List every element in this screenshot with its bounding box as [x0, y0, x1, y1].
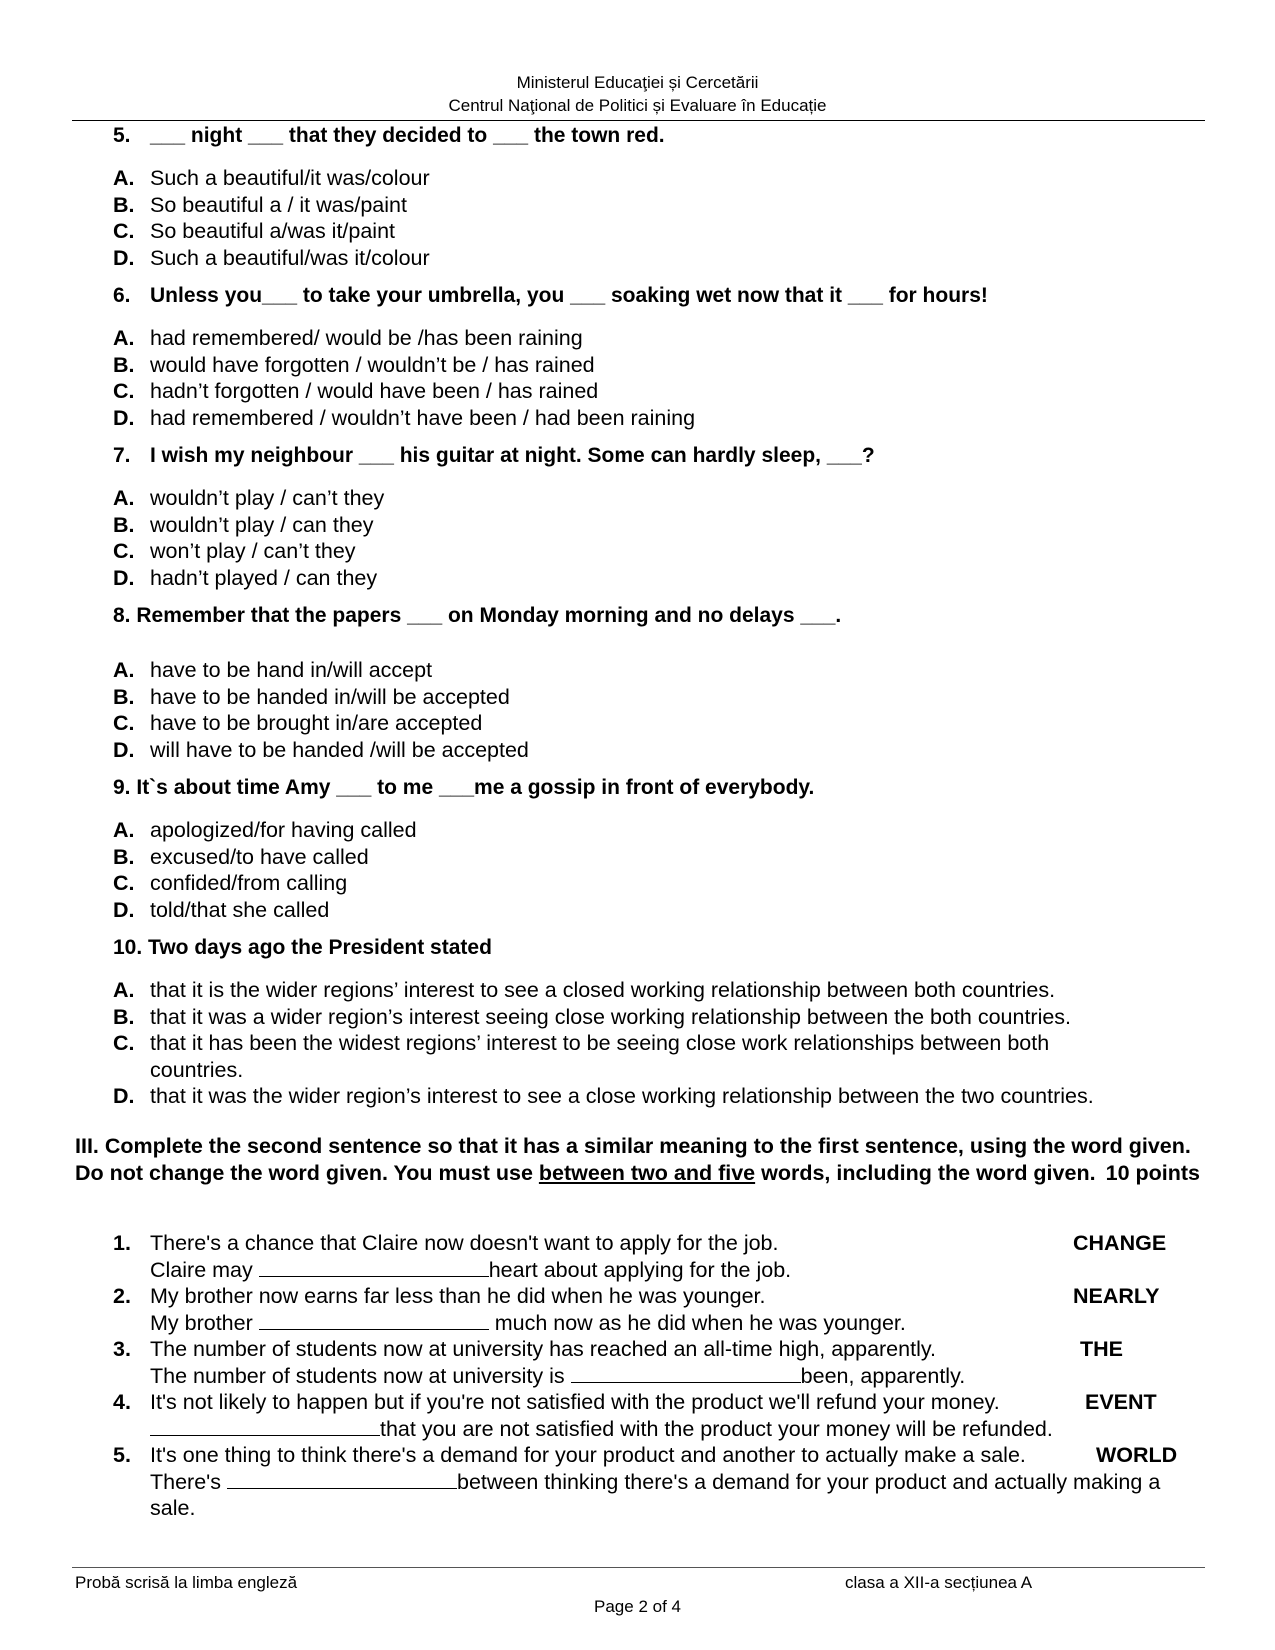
question-6-options [113, 325, 695, 431]
option-text: excused/to have called [150, 844, 369, 869]
option-text: would have forgotten / wouldn’t be / has rained [150, 352, 595, 377]
question-5 [113, 123, 665, 149]
transformation-answer-3 [113, 1363, 1203, 1390]
option-letter: C. [113, 871, 135, 895]
answer-prefix: Claire may [150, 1257, 259, 1282]
option-text: wouldn’t play / can’t they [150, 486, 385, 510]
question-8-options [113, 657, 529, 763]
option-b[interactable] [113, 844, 417, 871]
item-sentence: It's one thing to think there's a demand for your product and another to actually make a sale. [150, 1443, 1026, 1467]
item-keyword: EVENT [1085, 1390, 1157, 1414]
option-a[interactable] [113, 485, 384, 512]
instruction-text: words, including the word given. [755, 1160, 1096, 1185]
item-sentence: The number of students now at university has reached an all-time high, apparently. [150, 1337, 936, 1361]
transformation-item-2 [113, 1283, 1203, 1310]
instruction-emphasis: between two and five [538, 1160, 756, 1185]
answer-blank[interactable] [259, 1258, 489, 1277]
item-sentence: It's not likely to happen but if you're not satisfied with the product we'll refund your money. [150, 1390, 1000, 1414]
option-b[interactable] [113, 512, 384, 539]
option-c[interactable] [113, 538, 384, 565]
option-d[interactable] [113, 245, 430, 272]
transformation-item-1 [113, 1230, 1203, 1257]
item-number: 5. [113, 1443, 131, 1467]
section-3-instructions [75, 1133, 1200, 1186]
option-text: that it is the wider regions’ interest to see a closed working relationship between both countries. [150, 978, 1056, 1002]
question-10-options [113, 977, 1094, 1110]
option-a[interactable] [113, 325, 695, 352]
question-number: 7. [113, 444, 131, 467]
footer-divider [72, 1567, 1205, 1568]
answer-suffix: between thinking there's a demand for your product and actually making a sale. [150, 1469, 1161, 1520]
question-10 [113, 935, 492, 961]
item-sentence: My brother now earns far less than he did when he was younger. [150, 1284, 766, 1308]
question-9-options [113, 817, 417, 923]
item-number: 1. [113, 1231, 131, 1255]
option-letter: A. [113, 978, 135, 1002]
option-letter: B. [113, 684, 135, 709]
option-letter: A. [113, 326, 135, 350]
transformation-list [113, 1230, 1203, 1522]
option-letter: A. [113, 166, 135, 190]
option-b[interactable] [113, 1004, 1094, 1031]
item-keyword: CHANGE [1073, 1231, 1167, 1255]
footer-class-section: clasa a XII-a secțiunea A [845, 1573, 1033, 1592]
option-letter: D. [113, 565, 135, 590]
option-b[interactable] [113, 684, 529, 711]
option-b[interactable] [113, 352, 695, 379]
answer-blank[interactable] [259, 1311, 489, 1330]
transformation-answer-1 [113, 1257, 1203, 1284]
item-number: 3. [113, 1337, 131, 1361]
header-ministry: Ministerul Educaţiei și Cercetării [516, 73, 759, 92]
option-letter: A. [113, 658, 135, 682]
question-text: It`s about time Amy ___ to me ___me a gossip in front of everybody. [136, 776, 815, 799]
answer-prefix: My brother [150, 1310, 259, 1335]
footer-exam-name: Probă scrisă la limba engleză [75, 1573, 298, 1592]
option-text: will have to be handed /will be accepted [150, 737, 529, 762]
option-letter: A. [113, 818, 135, 842]
option-text: have to be handed in/will be accepted [150, 684, 510, 709]
option-b[interactable] [113, 192, 430, 219]
option-text: told/that she called [150, 897, 330, 922]
question-6 [113, 283, 988, 309]
question-number: 10. [113, 936, 143, 959]
question-number: 9. [113, 776, 131, 799]
answer-suffix: heart about applying for the job. [488, 1257, 792, 1282]
option-text: So beautiful a/was it/paint [150, 219, 396, 243]
option-c[interactable] [113, 378, 695, 405]
option-text: Such a beautiful/it was/colour [150, 166, 430, 190]
transformation-answer-2 [113, 1310, 1203, 1337]
option-c[interactable] [113, 710, 529, 737]
option-d[interactable] [113, 565, 384, 592]
option-a[interactable] [113, 977, 1094, 1004]
option-text: So beautiful a / it was/paint [150, 192, 407, 217]
transformation-item-4 [113, 1389, 1203, 1416]
option-letter: B. [113, 192, 135, 217]
question-text: Unless you___ to take your umbrella, you ___ soaking wet now that it ___ for hours! [150, 284, 988, 307]
option-text: that it was the wider region’s interest to see a close working relationship between the two countries. [150, 1084, 1094, 1108]
option-letter: C. [113, 219, 135, 243]
answer-suffix: been, apparently. [800, 1363, 966, 1388]
answer-blank[interactable] [227, 1470, 457, 1489]
option-d[interactable] [113, 737, 529, 764]
option-text: Such a beautiful/was it/colour [150, 245, 430, 270]
transformation-answer-5 [113, 1469, 1203, 1522]
option-text: apologized/for having called [150, 818, 417, 842]
option-text: wouldn’t play / can they [150, 512, 374, 537]
question-text: Remember that the papers ___ on Monday morning and no delays ___. [136, 604, 842, 627]
option-letter: B. [113, 844, 135, 869]
option-d[interactable] [113, 1083, 1094, 1110]
transformation-answer-4 [113, 1416, 1203, 1443]
option-letter: B. [113, 352, 135, 377]
option-text: that it was a wider region’s interest seeing close working relationship between the both countries. [150, 1004, 1072, 1029]
question-number: 6. [113, 284, 131, 307]
option-letter: C. [113, 539, 135, 563]
option-letter: D. [113, 405, 135, 430]
option-text: won’t play / can’t they [150, 539, 356, 563]
item-keyword: NEARLY [1073, 1284, 1160, 1308]
header-divider [72, 120, 1205, 121]
question-5-options [113, 165, 430, 271]
option-text: have to be hand in/will accept [150, 658, 433, 682]
option-text: had remembered/ would be /has been raining [150, 326, 583, 350]
question-number: 5. [113, 124, 131, 147]
question-7 [113, 443, 875, 469]
option-c[interactable] [113, 870, 417, 897]
item-number: 4. [113, 1390, 131, 1414]
answer-blank[interactable] [571, 1364, 801, 1383]
question-9 [113, 775, 814, 801]
option-text: hadn’t played / can they [150, 565, 378, 590]
page-number: Page 2 of 4 [594, 1597, 681, 1616]
question-text: I wish my neighbour ___ his guitar at night. Some can hardly sleep, ___? [150, 444, 875, 467]
option-c[interactable] [113, 1030, 1094, 1057]
transformation-item-3 [113, 1336, 1203, 1363]
option-a[interactable] [113, 165, 430, 192]
answer-prefix: The number of students now at university is [150, 1363, 571, 1388]
item-keyword: THE [1080, 1337, 1123, 1361]
question-text: ___ night ___ that they decided to ___ the town red. [150, 124, 665, 147]
option-letter: C. [113, 1031, 135, 1055]
option-letter: D. [113, 737, 135, 762]
answer-suffix: much now as he did when he was younger. [488, 1310, 906, 1335]
option-text: that it has been the widest regions’ interest to be seeing close work relationships between both [150, 1031, 1050, 1055]
option-letter: D. [113, 1084, 135, 1108]
points-label: 10 points [1105, 1160, 1200, 1185]
option-d[interactable] [113, 897, 417, 924]
header-center: Centrul Naţional de Politici și Evaluare în Educație [448, 96, 827, 115]
answer-suffix: that you are not satisfied with the product your money will be refunded. [380, 1416, 1053, 1441]
option-letter: A. [113, 486, 135, 510]
option-text: had remembered / wouldn’t have been / had been raining [150, 405, 696, 430]
option-letter: D. [113, 897, 135, 922]
option-text: countries. [150, 1057, 244, 1082]
item-sentence: There's a chance that Claire now doesn't want to apply for the job. [150, 1231, 779, 1255]
option-a[interactable] [113, 817, 417, 844]
option-text: confided/from calling [150, 871, 348, 895]
transformation-item-5 [113, 1442, 1203, 1469]
question-7-options [113, 485, 384, 591]
item-keyword: WORLD [1096, 1443, 1178, 1467]
question-number: 8. [113, 604, 131, 627]
instruction-text: III. Complete the second sentence so that it has a similar meaning to the first sentence, using the word given. Do not change the word given. You must use [75, 1134, 1191, 1185]
question-text: Two days ago the President stated [148, 936, 492, 959]
option-d[interactable] [113, 405, 695, 432]
option-a[interactable] [113, 657, 529, 684]
option-c[interactable] [113, 218, 430, 245]
question-8 [113, 603, 841, 629]
option-text: have to be brought in/are accepted [150, 711, 483, 735]
option-letter: D. [113, 245, 135, 270]
option-letter: B. [113, 1004, 135, 1029]
option-c-continuation [113, 1057, 1094, 1084]
option-letter: C. [113, 379, 135, 403]
answer-prefix: There's [150, 1469, 227, 1494]
item-number: 2. [113, 1284, 131, 1308]
option-letter: C. [113, 711, 135, 735]
option-text: hadn’t forgotten / would have been / has rained [150, 379, 599, 403]
answer-blank[interactable] [150, 1417, 380, 1436]
option-letter: B. [113, 512, 135, 537]
